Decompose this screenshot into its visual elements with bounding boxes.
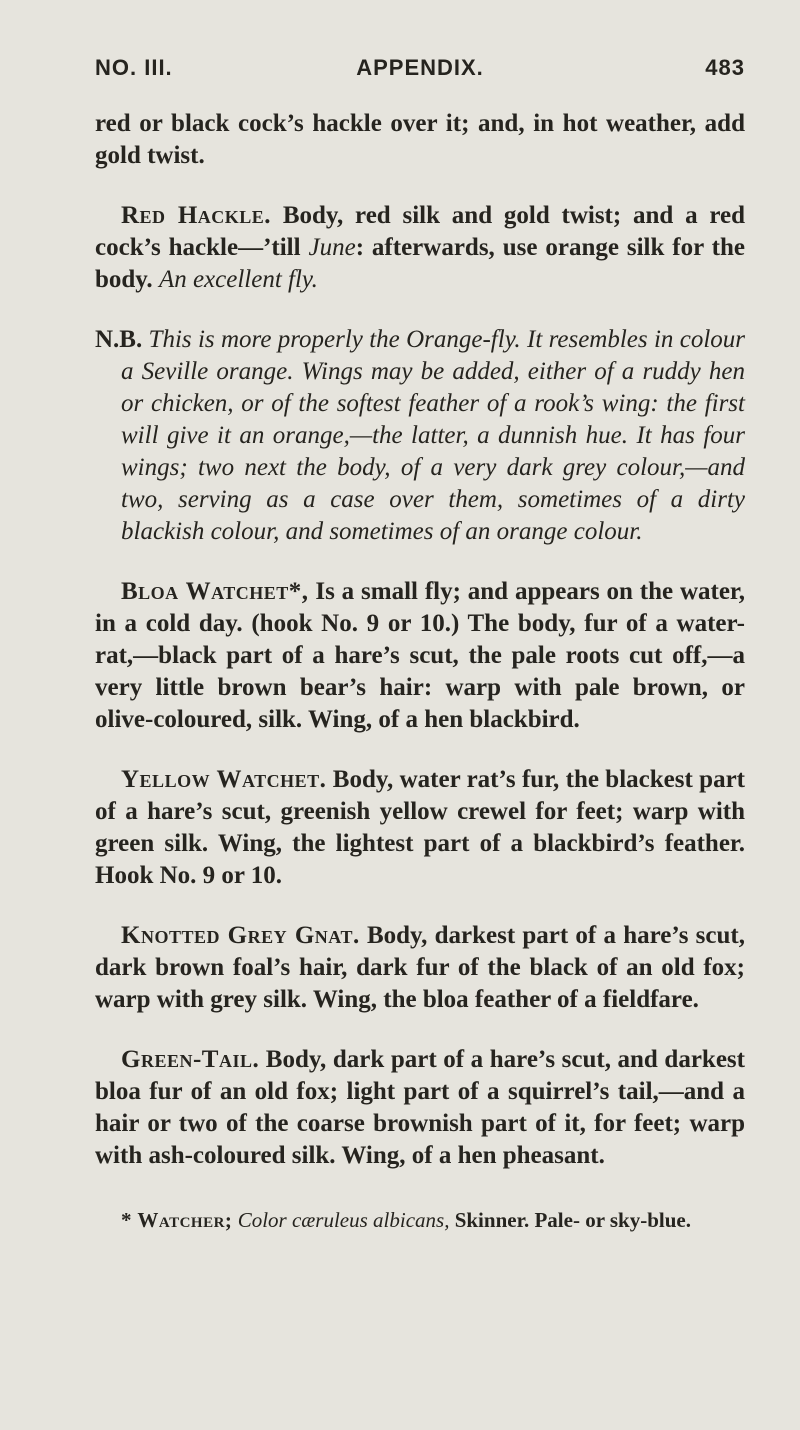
footnote-text: Skinner. Pale- or sky-blue. [449, 1208, 691, 1232]
entry-bloa-watchet [95, 576, 745, 736]
running-header [95, 55, 745, 95]
footnote-term: * Watcher; [121, 1208, 233, 1232]
page-number: 483 [705, 55, 745, 80]
entry-term: Bloa Watchet*, [121, 578, 309, 605]
entry-text: Body, darkest part of a hare’s scut, dark brown foal’s hair, dark fur of the black of an old fox; warp with grey silk. Wing, the bloa feather of a fieldfare. [95, 922, 745, 1013]
header-title: APPENDIX. [356, 55, 484, 80]
footnote [95, 1206, 745, 1234]
entry-term: Red Hackle. [121, 202, 272, 229]
entry-month: June [308, 234, 356, 261]
nota-bene-note [95, 324, 745, 548]
footnote-latin: Color cæruleus albicans, [232, 1208, 450, 1232]
entry-yellow-watchet [95, 764, 745, 892]
header-section-number: NO. III. [95, 55, 173, 80]
entry-term: Green-Tail. [121, 1046, 260, 1073]
paragraph-continuation: red or black cock’s hackle over it; and, in hot weather, add gold twist. [95, 110, 745, 169]
entry-remark: An excellent fly. [158, 266, 318, 293]
entry-red-hackle [95, 200, 745, 296]
entry-knotted-grey-gnat [95, 920, 745, 1016]
entry-term: Yellow Watchet. [121, 766, 327, 793]
entry-text-2: : afterwards, use orange silk for the body. [95, 234, 745, 293]
note-text: This is more properly the Orange-fly. It resembles in colour a Seville orange. Wings may be added, either of a ruddy hen or chicken, or of the softest feather of a rook’s wing: the first will give it an orange,—the latter, a dunnish hue. It has four wings; two next the body, of a very dark grey colour,—and two, serving as a case over them, sometimes of a dirty blackish colour, and sometimes of an orange colour. [121, 326, 745, 545]
body-text [95, 108, 745, 1234]
entry-green-tail [95, 1044, 745, 1172]
entry-text: Is a small fly; and appears on the water, in a cold day. (hook No. 9 or 10.) The body, fur of a water-rat,—black part of a hare’s scut, the pale roots cut off,—a very little brown bear’s hair: warp with pale brown, or olive-coloured, silk. Wing, of a hen blackbird. [95, 578, 745, 733]
entry-text: Body, dark part of a hare’s scut, and darkest bloa fur of an old fox; light part of a squirrel’s tail,—and a hair or two of the coarse brownish part of it, for feet; warp with ash-coloured silk. Wing, of a hen pheasant. [95, 1046, 745, 1169]
entry-text: Body, water rat’s fur, the blackest part of a hare’s scut, greenish yellow crewel for feet; warp with green silk. Wing, the lightest part of a blackbird’s feather. Hook No. 9 or 10. [95, 766, 745, 889]
entry-term: Knotted Grey Gnat. [121, 922, 360, 949]
entry-text: Body, red silk and gold twist; and a red cock’s hackle—’till [95, 202, 745, 261]
note-label: N.B. [95, 326, 143, 353]
